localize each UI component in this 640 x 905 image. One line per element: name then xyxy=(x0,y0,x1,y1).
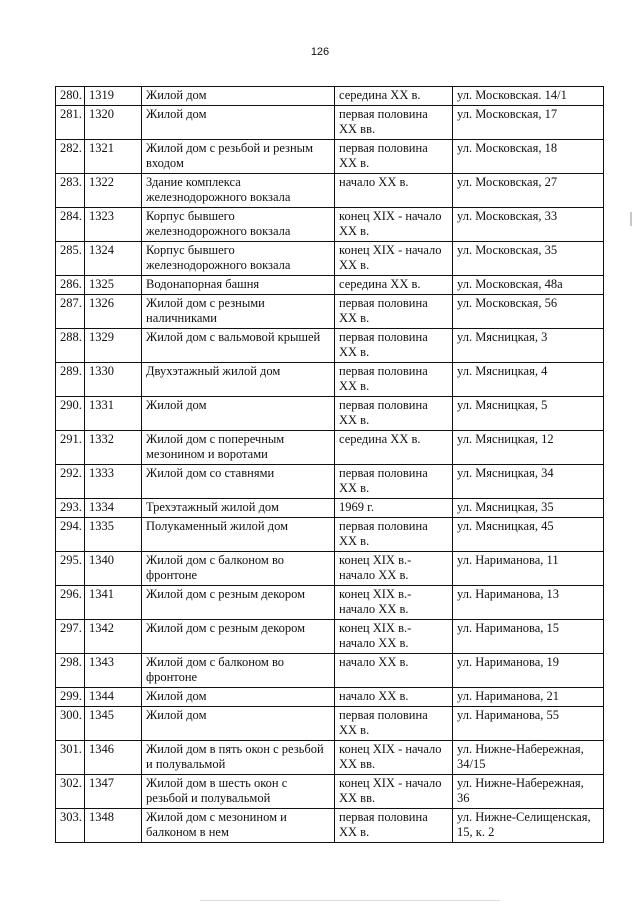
object-name-cell: Жилой дом в пять окон с резьбой и полувальмой xyxy=(142,741,335,775)
address-cell: ул. Московская. 14/1 xyxy=(453,87,604,106)
table-row xyxy=(56,707,604,741)
table-row xyxy=(56,363,604,397)
object-name-cell: Жилой дом с поперечным мезонином и воротами xyxy=(142,431,335,465)
object-name-cell: Жилой дом xyxy=(142,106,335,140)
table-row xyxy=(56,688,604,707)
registry-number-cell: 1345 xyxy=(85,707,142,741)
dating-cell: середина XX в. xyxy=(335,431,453,465)
row-index-cell: 287. xyxy=(56,295,85,329)
address-cell: ул. Нариманова, 15 xyxy=(453,620,604,654)
row-index-cell: 296. xyxy=(56,586,85,620)
dating-cell: конец XIX - начало XX вв. xyxy=(335,741,453,775)
row-index-cell: 285. xyxy=(56,242,85,276)
table-row xyxy=(56,140,604,174)
dating-cell: первая половина XX в. xyxy=(335,465,453,499)
table-row xyxy=(56,106,604,140)
table-row xyxy=(56,397,604,431)
registry-number-cell: 1332 xyxy=(85,431,142,465)
object-name-cell: Жилой дом xyxy=(142,87,335,106)
object-name-cell: Водонапорная башня xyxy=(142,276,335,295)
registry-number-cell: 1323 xyxy=(85,208,142,242)
row-index-cell: 290. xyxy=(56,397,85,431)
object-name-cell: Трехэтажный жилой дом xyxy=(142,499,335,518)
registry-number-cell: 1335 xyxy=(85,518,142,552)
registry-number-cell: 1343 xyxy=(85,654,142,688)
address-cell: ул. Московская, 27 xyxy=(453,174,604,208)
dating-cell: первая половина XX в. xyxy=(335,809,453,843)
object-name-cell: Корпус бывшего железнодорожного вокзала xyxy=(142,242,335,276)
address-cell: ул. Мясницкая, 35 xyxy=(453,499,604,518)
row-index-cell: 293. xyxy=(56,499,85,518)
registry-number-cell: 1320 xyxy=(85,106,142,140)
table-row xyxy=(56,499,604,518)
address-cell: ул. Мясницкая, 5 xyxy=(453,397,604,431)
dating-cell: конец XIX в.- начало XX в. xyxy=(335,586,453,620)
registry-number-cell: 1324 xyxy=(85,242,142,276)
dating-cell: конец XIX в.- начало XX в. xyxy=(335,620,453,654)
object-name-cell: Жилой дом xyxy=(142,397,335,431)
object-name-cell: Здание комплекса железнодорожного вокзала xyxy=(142,174,335,208)
scan-artifact xyxy=(200,900,500,901)
dating-cell: начало XX в. xyxy=(335,688,453,707)
registry-number-cell: 1333 xyxy=(85,465,142,499)
object-name-cell: Жилой дом с резным декором xyxy=(142,586,335,620)
row-index-cell: 289. xyxy=(56,363,85,397)
table-row xyxy=(56,208,604,242)
address-cell: ул. Нариманова, 19 xyxy=(453,654,604,688)
row-index-cell: 300. xyxy=(56,707,85,741)
table-row xyxy=(56,518,604,552)
registry-number-cell: 1319 xyxy=(85,87,142,106)
object-name-cell: Жилой дом с мезонином и балконом в нем xyxy=(142,809,335,843)
object-name-cell: Жилой дом в шесть окон с резьбой и полувальмой xyxy=(142,775,335,809)
dating-cell: начало XX в. xyxy=(335,174,453,208)
address-cell: ул. Нижне-Селищенская, 15, к. 2 xyxy=(453,809,604,843)
table-row xyxy=(56,174,604,208)
object-name-cell: Корпус бывшего железнодорожного вокзала xyxy=(142,208,335,242)
table-row xyxy=(56,87,604,106)
dating-cell: 1969 г. xyxy=(335,499,453,518)
row-index-cell: 284. xyxy=(56,208,85,242)
object-name-cell: Жилой дом с резьбой и резным входом xyxy=(142,140,335,174)
table-row xyxy=(56,242,604,276)
registry-number-cell: 1321 xyxy=(85,140,142,174)
row-index-cell: 282. xyxy=(56,140,85,174)
table-row xyxy=(56,654,604,688)
address-cell: ул. Московская, 18 xyxy=(453,140,604,174)
row-index-cell: 298. xyxy=(56,654,85,688)
row-index-cell: 302. xyxy=(56,775,85,809)
registry-number-cell: 1322 xyxy=(85,174,142,208)
row-index-cell: 283. xyxy=(56,174,85,208)
registry-number-cell: 1341 xyxy=(85,586,142,620)
address-cell: ул. Московская, 33 xyxy=(453,208,604,242)
object-name-cell: Жилой дом с резными наличниками xyxy=(142,295,335,329)
dating-cell: середина XX в. xyxy=(335,276,453,295)
dating-cell: начало XX в. xyxy=(335,654,453,688)
dating-cell: конец XIX в.- начало XX в. xyxy=(335,552,453,586)
address-cell: ул. Нижне-Набережная, 36 xyxy=(453,775,604,809)
registry-number-cell: 1331 xyxy=(85,397,142,431)
table-row xyxy=(56,586,604,620)
registry-number-cell: 1325 xyxy=(85,276,142,295)
row-index-cell: 280. xyxy=(56,87,85,106)
dating-cell: первая половина XX в. xyxy=(335,397,453,431)
table-row xyxy=(56,329,604,363)
address-cell: ул. Московская, 17 xyxy=(453,106,604,140)
row-index-cell: 291. xyxy=(56,431,85,465)
dating-cell: первая половина XX в. xyxy=(335,363,453,397)
page-number: 126 xyxy=(310,46,330,58)
registry-number-cell: 1348 xyxy=(85,809,142,843)
table-body xyxy=(56,87,604,843)
row-index-cell: 299. xyxy=(56,688,85,707)
dating-cell: конец XIX - начало XX в. xyxy=(335,208,453,242)
registry-number-cell: 1342 xyxy=(85,620,142,654)
heritage-registry-table xyxy=(55,86,604,843)
dating-cell: первая половина XX вв. xyxy=(335,106,453,140)
scan-artifact xyxy=(630,212,632,226)
registry-number-cell: 1340 xyxy=(85,552,142,586)
table-row xyxy=(56,431,604,465)
registry-number-cell: 1346 xyxy=(85,741,142,775)
address-cell: ул. Мясницкая, 12 xyxy=(453,431,604,465)
registry-number-cell: 1347 xyxy=(85,775,142,809)
dating-cell: первая половина XX в. xyxy=(335,707,453,741)
table-row xyxy=(56,276,604,295)
object-name-cell: Жилой дом с вальмовой крышей xyxy=(142,329,335,363)
row-index-cell: 286. xyxy=(56,276,85,295)
dating-cell: середина XX в. xyxy=(335,87,453,106)
address-cell: ул. Московская, 48а xyxy=(453,276,604,295)
registry-number-cell: 1329 xyxy=(85,329,142,363)
address-cell: ул. Московская, 56 xyxy=(453,295,604,329)
table-row xyxy=(56,465,604,499)
row-index-cell: 292. xyxy=(56,465,85,499)
address-cell: ул. Мясницкая, 3 xyxy=(453,329,604,363)
row-index-cell: 288. xyxy=(56,329,85,363)
registry-number-cell: 1344 xyxy=(85,688,142,707)
table-row xyxy=(56,775,604,809)
object-name-cell: Жилой дом xyxy=(142,707,335,741)
row-index-cell: 297. xyxy=(56,620,85,654)
row-index-cell: 301. xyxy=(56,741,85,775)
dating-cell: первая половина XX в. xyxy=(335,295,453,329)
object-name-cell: Жилой дом с балконом во фронтоне xyxy=(142,552,335,586)
object-name-cell: Жилой дом с балконом во фронтоне xyxy=(142,654,335,688)
object-name-cell: Жилой дом со ставнями xyxy=(142,465,335,499)
registry-number-cell: 1334 xyxy=(85,499,142,518)
row-index-cell: 303. xyxy=(56,809,85,843)
dating-cell: первая половина XX в. xyxy=(335,140,453,174)
table-row xyxy=(56,741,604,775)
table-row xyxy=(56,620,604,654)
address-cell: ул. Московская, 35 xyxy=(453,242,604,276)
table-row xyxy=(56,552,604,586)
registry-number-cell: 1330 xyxy=(85,363,142,397)
object-name-cell: Жилой дом с резным декором xyxy=(142,620,335,654)
registry-number-cell: 1326 xyxy=(85,295,142,329)
row-index-cell: 294. xyxy=(56,518,85,552)
row-index-cell: 281. xyxy=(56,106,85,140)
dating-cell: конец XIX - начало XX вв. xyxy=(335,775,453,809)
address-cell: ул. Нариманова, 21 xyxy=(453,688,604,707)
address-cell: ул. Мясницкая, 4 xyxy=(453,363,604,397)
dating-cell: первая половина XX в. xyxy=(335,518,453,552)
address-cell: ул. Нариманова, 13 xyxy=(453,586,604,620)
address-cell: ул. Мясницкая, 45 xyxy=(453,518,604,552)
object-name-cell: Полукаменный жилой дом xyxy=(142,518,335,552)
table-row xyxy=(56,295,604,329)
table-row xyxy=(56,809,604,843)
object-name-cell: Жилой дом xyxy=(142,688,335,707)
dating-cell: конец XIX - начало XX в. xyxy=(335,242,453,276)
object-name-cell: Двухэтажный жилой дом xyxy=(142,363,335,397)
address-cell: ул. Нариманова, 11 xyxy=(453,552,604,586)
dating-cell: первая половина XX в. xyxy=(335,329,453,363)
row-index-cell: 295. xyxy=(56,552,85,586)
address-cell: ул. Мясницкая, 34 xyxy=(453,465,604,499)
address-cell: ул. Нижне-Набережная, 34/15 xyxy=(453,741,604,775)
address-cell: ул. Нариманова, 55 xyxy=(453,707,604,741)
